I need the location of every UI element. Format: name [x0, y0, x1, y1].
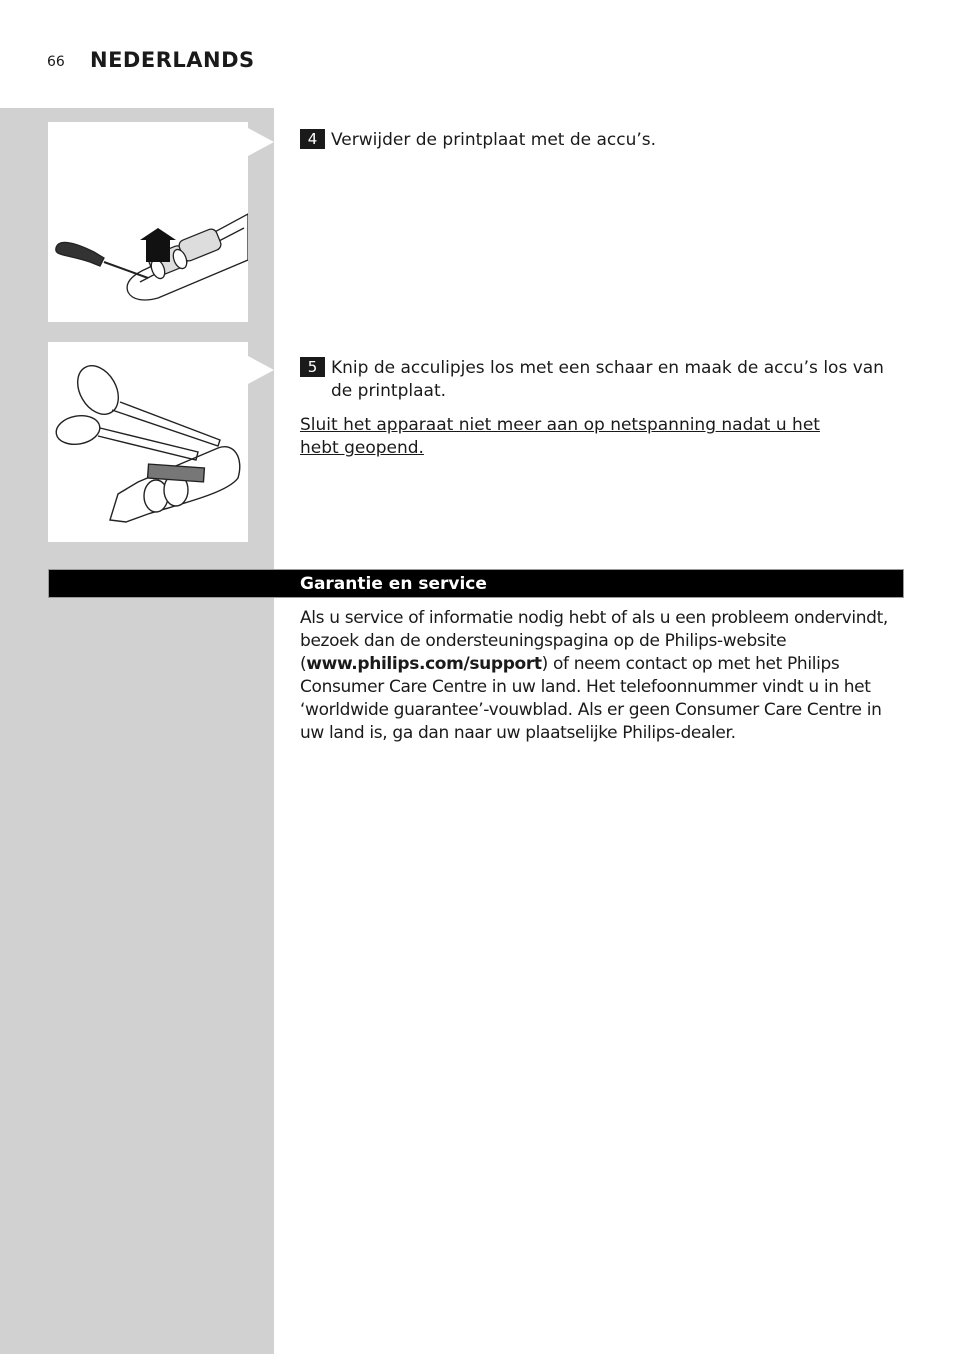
screwdriver-battery-illustration-icon — [48, 122, 248, 322]
paragraph-text-part1: Als u service of informatie nodig hebt of als u een probleem ondervindt, bezoek dan de ondersteuningspagina op de Philips-website ( — [300, 608, 888, 674]
figure-screwdriver — [48, 122, 248, 322]
step-number: 4 — [300, 129, 325, 149]
section-header — [48, 569, 904, 598]
section-paragraph — [300, 607, 898, 745]
page-number: 66 — [47, 54, 65, 70]
step-number: 5 — [300, 357, 325, 377]
step-4 — [300, 129, 900, 152]
figure-pointer — [248, 356, 274, 384]
step-5 — [300, 357, 900, 403]
page-language-title: NEDERLANDS — [90, 48, 255, 72]
figure-scissors — [48, 342, 248, 542]
figure-pointer — [248, 128, 274, 156]
support-link[interactable]: www.philips.com/support — [306, 654, 542, 674]
section-title: Garantie en service — [300, 574, 487, 594]
step-text: Knip de acculipjes los met een schaar en maak de accu’s los van de printplaat. — [331, 358, 884, 401]
step-text: Verwijder de printplaat met de accu’s. — [331, 130, 657, 150]
scissors-battery-illustration-icon — [48, 342, 248, 542]
safety-note: Sluit het apparaat niet meer aan op netspanning nadat u het hebt geopend. — [300, 415, 820, 458]
paragraph-text-part2: ) of neem contact op met het Philips Consumer Care Centre in uw land. Het telefoonnummer vindt u in het ‘worldwide guarantee’-vouwblad. Als er geen Consumer Care Centre in uw land is, ga dan naar uw plaatselijke Philips-dealer. — [300, 654, 882, 743]
